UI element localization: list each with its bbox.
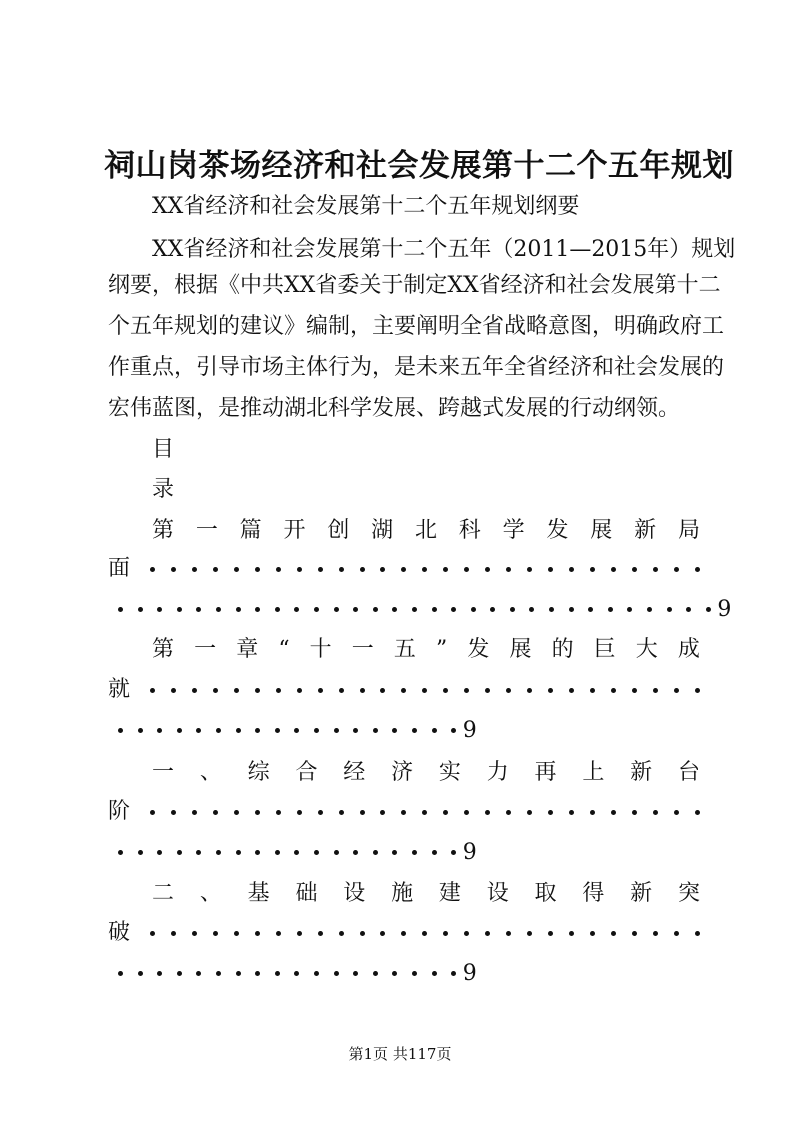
leader-dot (314, 607, 319, 612)
leader-dot (360, 688, 365, 693)
toc-char: 就 (108, 677, 131, 702)
leader-dot (234, 567, 239, 572)
leader-dot (392, 971, 397, 976)
leader-dot (527, 931, 532, 936)
leader-dot (686, 607, 691, 612)
leader-dot (451, 850, 456, 855)
leader-dot (353, 850, 358, 855)
toc-char: 新 (634, 518, 657, 543)
leader-dot (339, 931, 344, 936)
leader-dot (334, 607, 339, 612)
leader-dot (171, 688, 176, 693)
leader-dot (611, 688, 616, 693)
toc-char: 一 (194, 637, 217, 662)
leader-dot (464, 931, 469, 936)
leader-dot (314, 728, 319, 733)
toc-char: 发 (546, 518, 569, 543)
leader-dot (506, 931, 511, 936)
toc-entry-3-page-row (118, 839, 477, 865)
page-footer: 第1页 共117页 (348, 1045, 452, 1063)
leader-dot (138, 971, 143, 976)
leader-dot (464, 567, 469, 572)
toc-entry-4-page-row (118, 960, 477, 986)
toc-char: 一 (195, 518, 218, 543)
leader-dot (216, 850, 221, 855)
leader-dot (318, 688, 323, 693)
leader-dot (569, 810, 574, 815)
leader-dot (150, 567, 155, 572)
leader-dot (213, 931, 218, 936)
leader-dot (297, 810, 302, 815)
leader-dot (569, 567, 574, 572)
leader-dot (706, 607, 711, 612)
leader-dot (236, 971, 241, 976)
toc-char: 设 (343, 881, 366, 906)
leader-dot (412, 607, 417, 612)
toc-char: 面 (108, 556, 131, 581)
leader-dot (695, 810, 700, 815)
leader-dot (360, 931, 365, 936)
toc-char: 经 (343, 760, 366, 785)
toc-char: 施 (391, 881, 414, 906)
leader-dot (392, 850, 397, 855)
toc-entry-1-leader (108, 556, 700, 582)
toc-char: 第 (152, 637, 175, 662)
leader-dot (138, 850, 143, 855)
leader-dot (443, 567, 448, 572)
leader-dot (157, 971, 162, 976)
leader-dot (401, 567, 406, 572)
toc-char: 篇 (239, 518, 262, 543)
leader-dot (627, 607, 632, 612)
leader-dot (485, 567, 490, 572)
leader-dot (334, 850, 339, 855)
leader-dot (118, 850, 123, 855)
leader-dot (234, 931, 239, 936)
leader-dot (275, 728, 280, 733)
toc-char: 建 (438, 881, 461, 906)
toc-char: 学 (502, 518, 525, 543)
leader-dot (196, 971, 201, 976)
leader-dot (255, 607, 260, 612)
leader-dot (118, 728, 123, 733)
leader-dot (653, 810, 658, 815)
leader-dot (590, 688, 595, 693)
leader-dot (255, 567, 260, 572)
leader-dot (353, 607, 358, 612)
toc-char: 、 (199, 881, 222, 906)
toc-heading-1: 目 (152, 437, 175, 462)
toc-char: 科 (458, 518, 481, 543)
leader-dot (527, 567, 532, 572)
toc-char: 的 (551, 637, 574, 662)
toc-char: 局 (677, 518, 700, 543)
leader-dot (527, 688, 532, 693)
toc-char: 合 (295, 760, 318, 785)
leader-dot (157, 728, 162, 733)
leader-dot (695, 688, 700, 693)
toc-char: 第 (152, 518, 175, 543)
leader-dot (412, 850, 417, 855)
leader-dot (412, 971, 417, 976)
leader-dot (611, 567, 616, 572)
leader-dot (485, 931, 490, 936)
toc-char: 取 (534, 881, 557, 906)
leader-dot (255, 931, 260, 936)
leader-dot (339, 567, 344, 572)
leader-dot (392, 607, 397, 612)
leader-dot (314, 850, 319, 855)
toc-entry-2-page: 9 (462, 717, 477, 743)
leader-dot (432, 971, 437, 976)
leader-dot (236, 607, 241, 612)
leader-dot (171, 931, 176, 936)
leader-dot (695, 931, 700, 936)
toc-char: 展 (509, 637, 532, 662)
intro-line-3: 个五年规划的建议》编制，主要阐明全省战略意图，明确政府工 (108, 314, 725, 339)
leader-dot (422, 931, 427, 936)
toc-char: 发 (467, 637, 490, 662)
leader-dot (653, 567, 658, 572)
leader-dot (196, 607, 201, 612)
leader-dot (373, 850, 378, 855)
leader-dot (608, 607, 613, 612)
leader-dot (401, 810, 406, 815)
leader-dot (177, 607, 182, 612)
leader-dot (632, 567, 637, 572)
leader-dot (339, 688, 344, 693)
leader-dot (380, 810, 385, 815)
leader-dot (548, 810, 553, 815)
leader-dot (422, 688, 427, 693)
leader-dot (695, 567, 700, 572)
leader-dot (529, 607, 534, 612)
toc-char: 湖 (371, 518, 394, 543)
toc-char: 巨 (593, 637, 616, 662)
toc-char: 实 (438, 760, 461, 785)
toc-char: 创 (327, 518, 350, 543)
leader-dot (275, 607, 280, 612)
leader-dot (177, 971, 182, 976)
toc-char: 再 (534, 760, 557, 785)
leader-dot (674, 931, 679, 936)
leader-dot (485, 810, 490, 815)
leader-dot (548, 688, 553, 693)
leader-dot (432, 607, 437, 612)
toc-entry-1-page-row (118, 596, 731, 622)
leader-dot (443, 810, 448, 815)
leader-dot (192, 567, 197, 572)
leader-dot (471, 607, 476, 612)
leader-dot (213, 810, 218, 815)
toc-char: 基 (247, 881, 270, 906)
toc-char: 力 (486, 760, 509, 785)
toc-entry-4-page: 9 (462, 960, 477, 986)
leader-dot (401, 688, 406, 693)
leader-dot (236, 850, 241, 855)
leader-dot (297, 567, 302, 572)
toc-char: 设 (486, 881, 509, 906)
leader-dot (569, 607, 574, 612)
leader-dot (275, 850, 280, 855)
leader-dot (667, 607, 672, 612)
leader-dot (192, 810, 197, 815)
leader-dot (451, 728, 456, 733)
toc-entry-3-leader (108, 799, 700, 825)
leader-dot (653, 688, 658, 693)
intro-line-5: 宏伟蓝图，是推动湖北科学发展、跨越式发展的行动纲领。 (108, 396, 681, 421)
leader-dot (216, 971, 221, 976)
leader-dot (318, 567, 323, 572)
leader-dot (171, 567, 176, 572)
leader-dot (297, 688, 302, 693)
subtitle: XX省经济和社会发展第十二个五年规划纲要 (152, 194, 580, 219)
leader-dot (339, 810, 344, 815)
leader-dot (422, 810, 427, 815)
leader-dot (590, 931, 595, 936)
document-title: 祠山岗茶场经济和社会发展第十二个五年规划 (104, 148, 734, 184)
toc-char: 阶 (108, 799, 131, 824)
leader-dot (255, 688, 260, 693)
leader-dot (196, 728, 201, 733)
leader-dot (276, 810, 281, 815)
leader-dot (334, 971, 339, 976)
leader-dot (632, 931, 637, 936)
leader-dot (432, 728, 437, 733)
toc-char: 综 (247, 760, 270, 785)
leader-dot (632, 810, 637, 815)
leader-dot (569, 931, 574, 936)
leader-dot (373, 971, 378, 976)
toc-entry-3-title (152, 760, 700, 786)
leader-dot (373, 607, 378, 612)
leader-dot (674, 567, 679, 572)
leader-dot (422, 567, 427, 572)
leader-dot (485, 688, 490, 693)
toc-char: ” (436, 637, 448, 662)
leader-dot (590, 567, 595, 572)
toc-char: 新 (630, 760, 653, 785)
leader-dot (451, 607, 456, 612)
leader-dot (548, 567, 553, 572)
leader-dot (192, 931, 197, 936)
leader-dot (118, 971, 123, 976)
leader-dot (177, 850, 182, 855)
leader-dot (360, 810, 365, 815)
intro-line-1: XX省经济和社会发展第十二个五年（2011—2015年）规划 (152, 237, 736, 262)
leader-dot (506, 567, 511, 572)
leader-dot (213, 688, 218, 693)
leader-dot (674, 688, 679, 693)
leader-dot (443, 931, 448, 936)
leader-dot (647, 607, 652, 612)
leader-dot (150, 931, 155, 936)
leader-dot (255, 971, 260, 976)
toc-char: “ (278, 637, 290, 662)
leader-dot (380, 931, 385, 936)
leader-dot (674, 810, 679, 815)
leader-dot (171, 810, 176, 815)
leader-dot (548, 931, 553, 936)
leader-dot (196, 850, 201, 855)
leader-dot (443, 688, 448, 693)
leader-dot (294, 728, 299, 733)
leader-dot (318, 931, 323, 936)
toc-char: 得 (582, 881, 605, 906)
toc-entry-2-title (152, 637, 700, 663)
leader-dot (506, 810, 511, 815)
toc-char: 北 (414, 518, 437, 543)
leader-dot (294, 850, 299, 855)
toc-char: 济 (391, 760, 414, 785)
toc-entry-4-leader (108, 920, 700, 946)
toc-char: 一 (351, 637, 374, 662)
leader-dot (380, 688, 385, 693)
leader-dot (588, 607, 593, 612)
leader-dot (569, 688, 574, 693)
leader-dot (392, 728, 397, 733)
leader-dot (118, 607, 123, 612)
toc-char: 大 (635, 637, 658, 662)
leader-dot (255, 728, 260, 733)
toc-char: 、 (199, 760, 222, 785)
toc-entry-1-page: 9 (717, 596, 732, 622)
leader-dot (653, 931, 658, 936)
leader-dot (314, 971, 319, 976)
leader-dot (490, 607, 495, 612)
leader-dot (234, 688, 239, 693)
toc-char: 二 (152, 881, 175, 906)
leader-dot (549, 607, 554, 612)
leader-dot (527, 810, 532, 815)
leader-dot (318, 810, 323, 815)
leader-dot (216, 607, 221, 612)
leader-dot (464, 688, 469, 693)
leader-dot (451, 971, 456, 976)
leader-dot (234, 810, 239, 815)
toc-char: 开 (283, 518, 306, 543)
leader-dot (216, 728, 221, 733)
leader-dot (157, 850, 162, 855)
leader-dot (192, 688, 197, 693)
leader-dot (510, 607, 515, 612)
toc-char: 新 (630, 881, 653, 906)
leader-dot (255, 850, 260, 855)
leader-dot (213, 567, 218, 572)
leader-dot (276, 688, 281, 693)
leader-dot (150, 810, 155, 815)
leader-dot (236, 728, 241, 733)
intro-line-4: 作重点，引导市场主体行为，是未来五年全省经济和社会发展的 (108, 355, 725, 380)
leader-dot (157, 607, 162, 612)
leader-dot (611, 931, 616, 936)
toc-entry-3-page: 9 (462, 839, 477, 865)
leader-dot (353, 971, 358, 976)
intro-line-2: 纲要，根据《中共XX省委关于制定XX省经济和社会发展第十二 (108, 273, 721, 298)
toc-char: 五 (393, 637, 416, 662)
leader-dot (177, 728, 182, 733)
toc-char: 成 (677, 637, 700, 662)
leader-dot (276, 567, 281, 572)
toc-char: 十 (309, 637, 332, 662)
leader-dot (353, 728, 358, 733)
leader-dot (294, 607, 299, 612)
leader-dot (276, 931, 281, 936)
toc-entry-2-leader (108, 677, 700, 703)
leader-dot (138, 607, 143, 612)
toc-char: 础 (295, 881, 318, 906)
leader-dot (380, 567, 385, 572)
leader-dot (360, 567, 365, 572)
leader-dot (412, 728, 417, 733)
toc-char: 章 (236, 637, 259, 662)
leader-dot (334, 728, 339, 733)
toc-char: 展 (590, 518, 613, 543)
leader-dot (632, 688, 637, 693)
toc-entry-4-title (152, 881, 700, 907)
leader-dot (373, 728, 378, 733)
leader-dot (611, 810, 616, 815)
leader-dot (590, 810, 595, 815)
leader-dot (401, 931, 406, 936)
leader-dot (255, 810, 260, 815)
leader-dot (138, 728, 143, 733)
leader-dot (297, 931, 302, 936)
toc-char: 破 (108, 920, 131, 945)
toc-char: 突 (677, 881, 700, 906)
toc-entry-2-page-row (118, 717, 477, 743)
toc-heading-2: 录 (152, 477, 175, 502)
toc-char: 台 (677, 760, 700, 785)
leader-dot (150, 688, 155, 693)
leader-dot (294, 971, 299, 976)
leader-dot (275, 971, 280, 976)
leader-dot (432, 850, 437, 855)
leader-dot (464, 810, 469, 815)
toc-char: 一 (152, 760, 175, 785)
toc-char: 上 (582, 760, 605, 785)
toc-entry-1-title (152, 518, 700, 544)
leader-dot (506, 688, 511, 693)
